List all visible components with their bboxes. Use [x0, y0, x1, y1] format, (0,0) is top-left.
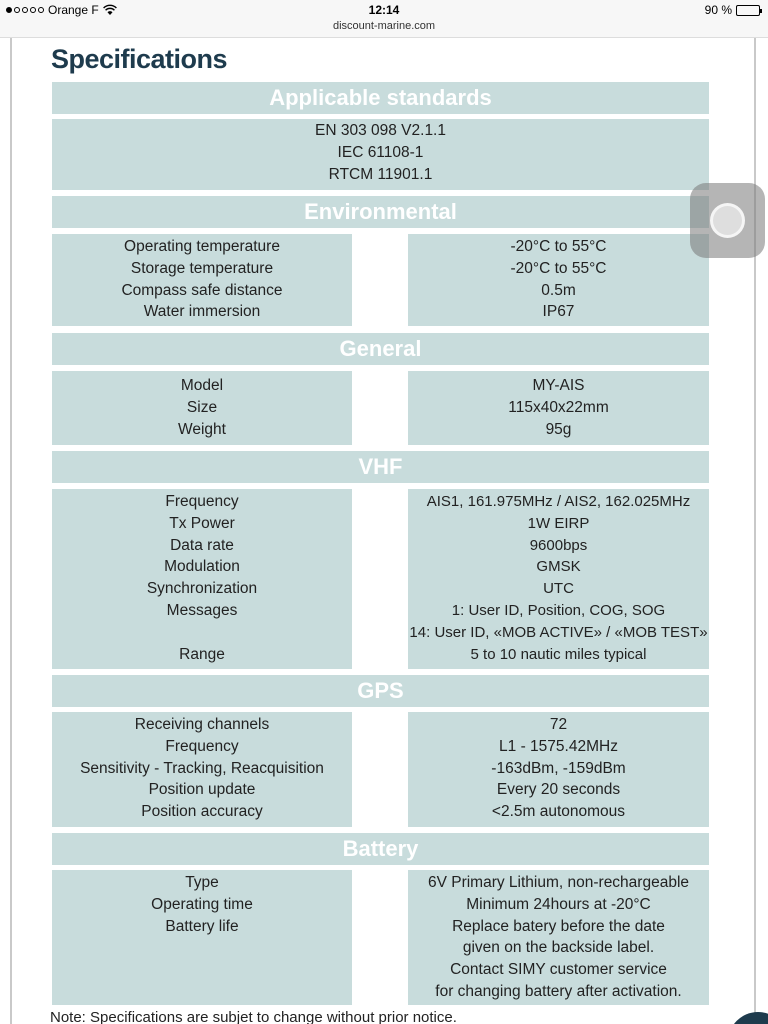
battery-percent: 90 % — [704, 3, 732, 17]
spec-label: Sensitivity - Tracking, Reacquisition — [80, 759, 324, 777]
environmental-values — [408, 234, 709, 326]
spec-value: Every 20 seconds — [496, 781, 621, 799]
assistive-touch-button[interactable] — [690, 183, 765, 258]
footnote: Note: Specifications are subjet to change without prior notice. — [50, 1009, 457, 1024]
spec-value: Minimum 24hours at -20°C — [466, 895, 651, 913]
battery-labels — [52, 870, 352, 1005]
gps-values — [408, 712, 709, 827]
standards-value: EN 303 098 V2.1.1 — [315, 122, 446, 139]
spec-label: Weight — [178, 420, 226, 438]
spec-label: Synchronization — [146, 580, 258, 598]
spec-value: 115x40x22mm — [508, 398, 609, 416]
vhf-values — [408, 489, 709, 669]
spec-label: Operating temperature — [124, 238, 280, 255]
spec-value: Contact SIMY customer service — [450, 961, 667, 979]
general-values — [408, 371, 709, 445]
spec-value: -20°C to 55°C — [510, 238, 607, 255]
spec-label: Size — [186, 398, 218, 416]
section-header-vhf: VHF — [52, 451, 709, 483]
section-header-environmental: Environmental — [52, 196, 709, 228]
section-header-battery: Battery — [52, 833, 709, 865]
spec-value: 6V Primary Lithium, non-rechargeable — [427, 874, 690, 891]
spec-label: Type — [185, 874, 219, 891]
spec-value: 0.5m — [541, 281, 576, 299]
spec-label: Position update — [148, 781, 256, 799]
spec-label — [52, 622, 352, 644]
spec-value: IP67 — [542, 303, 575, 321]
section-header-standards: Applicable standards — [52, 82, 709, 114]
spec-value: 14: User ID, «MOB ACTIVE» / «MOB TEST» — [409, 623, 708, 641]
status-time: 12:14 — [368, 3, 400, 17]
spec-value: 9600bps — [529, 536, 588, 554]
spec-value: Replace batery before the date — [452, 917, 665, 935]
spec-value: -20°C to 55°C — [510, 259, 607, 277]
spec-label: Frequency — [165, 493, 239, 510]
spec-label: Data rate — [170, 536, 234, 554]
spec-label: Storage temperature — [130, 259, 274, 277]
general-labels — [52, 371, 352, 445]
status-right — [705, 3, 760, 17]
spec-value: AIS1, 161.975MHz / AIS2, 162.025MHz — [426, 493, 691, 510]
spec-value: 95g — [545, 420, 572, 438]
spec-value: 5 to 10 nautic miles typical — [470, 645, 647, 663]
page-title: Specifications — [51, 44, 228, 74]
battery-icon — [736, 5, 760, 16]
spec-label: Messages — [166, 601, 238, 619]
page-edge-left — [10, 38, 12, 1024]
vhf-labels — [52, 489, 352, 669]
spec-value: UTC — [543, 580, 574, 598]
address-bar[interactable] — [0, 20, 768, 38]
spec-value: MY-AIS — [532, 377, 585, 394]
spec-value: L1 - 1575.42MHz — [499, 737, 618, 755]
spec-value: given on the backside label. — [462, 939, 655, 957]
spec-label: Position accuracy — [141, 803, 263, 821]
assistive-touch-icon — [710, 203, 745, 238]
spec-label: Tx Power — [169, 514, 235, 532]
section-header-gps: GPS — [52, 675, 709, 707]
spec-label: Receiving channels — [134, 716, 270, 733]
spec-value: 1W EIRP — [527, 514, 590, 532]
spec-label: Operating time — [151, 895, 253, 913]
spec-label: Model — [180, 377, 224, 394]
standards-values — [52, 119, 709, 190]
environmental-labels — [52, 234, 352, 326]
carrier-label: Orange F — [48, 3, 99, 17]
status-bar — [0, 0, 768, 20]
spec-label: Range — [179, 645, 225, 663]
spec-value: 1: User ID, Position, COG, SOG — [451, 601, 666, 619]
spec-label: Water immersion — [143, 303, 261, 321]
spec-value: GMSK — [536, 558, 581, 576]
spec-label: Frequency — [165, 737, 239, 755]
battery-values — [408, 870, 709, 1005]
spec-value: 72 — [549, 716, 568, 733]
spec-value: for changing battery after activation. — [435, 982, 682, 1000]
url-text[interactable]: discount-marine.com — [332, 20, 436, 32]
section-header-general: General — [52, 333, 709, 365]
spec-label: Modulation — [164, 558, 240, 576]
spec-label: Battery life — [165, 917, 239, 935]
standards-value: IEC 61108-1 — [337, 143, 424, 161]
gps-labels — [52, 712, 352, 827]
spec-value: -163dBm, -159dBm — [491, 759, 626, 777]
standards-value: RTCM 11901.1 — [328, 165, 433, 183]
spec-value: <2.5m autonomous — [491, 803, 626, 821]
spec-label: Compass safe distance — [121, 281, 283, 299]
